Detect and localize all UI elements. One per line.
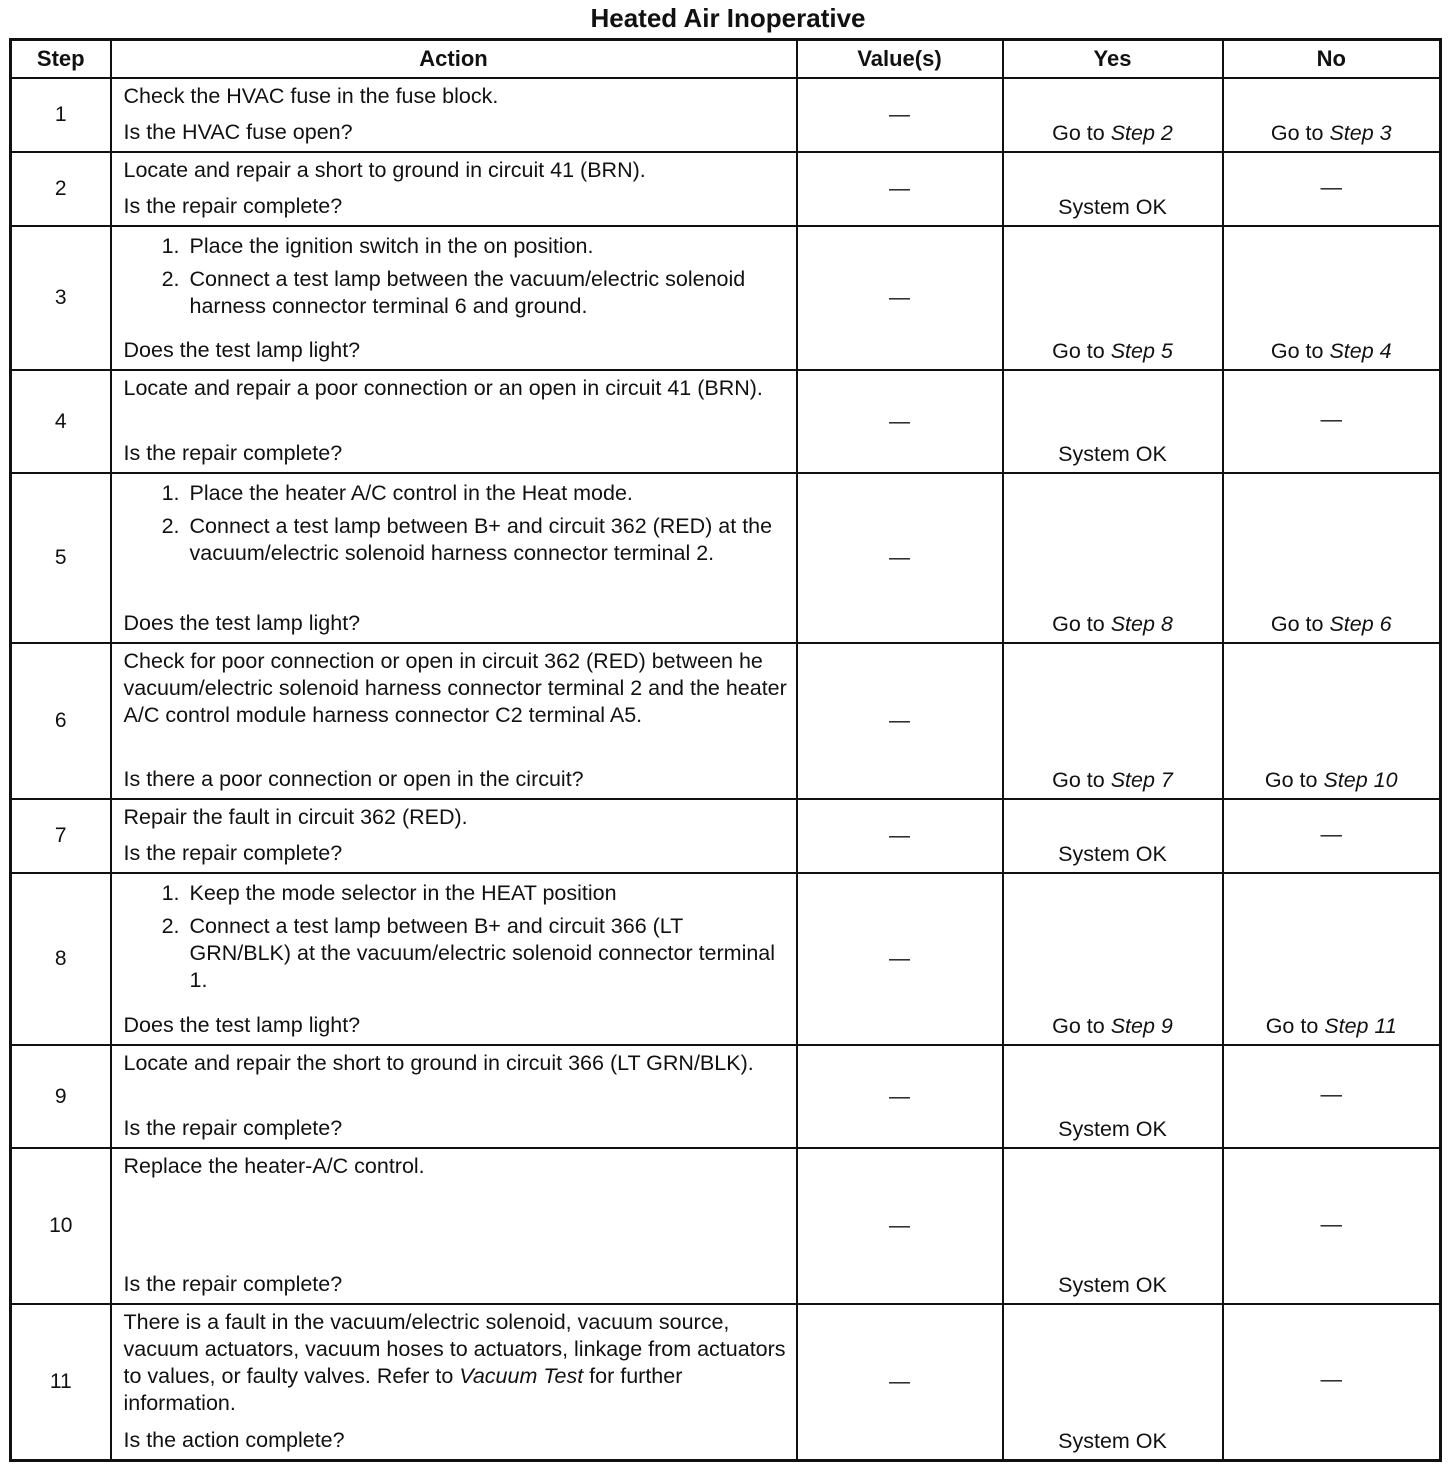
no-prefix: Go to — [1270, 612, 1330, 636]
no-cell — [1223, 473, 1441, 643]
table-row — [11, 799, 1441, 873]
action-text-suffix: for further information. — [123, 1364, 683, 1415]
yes-cell: System OK — [1003, 1148, 1223, 1304]
no-cell — [1223, 226, 1441, 370]
table-row — [11, 1045, 1441, 1148]
list-item — [124, 266, 788, 320]
table-row — [11, 78, 1441, 152]
yes-cell — [1003, 78, 1223, 152]
yes-cell — [1003, 873, 1223, 1045]
action-text: Check the HVAC fuse in the fuse block. — [123, 84, 499, 108]
action-cell — [111, 643, 797, 799]
action-question: Does the test lamp light? — [123, 611, 361, 635]
yes-step-link[interactable]: Step 2 — [1110, 121, 1173, 145]
list-item-number: 1. — [161, 881, 180, 905]
action-text: Locate and repair the short to ground in circuit 366 (LT GRN/BLK). — [123, 1051, 754, 1075]
yes-cell — [1003, 226, 1223, 370]
action-question: Is the repair complete? — [123, 1272, 343, 1296]
yes-step-link[interactable]: Step 9 — [1110, 1014, 1173, 1038]
header-action: Action — [111, 40, 797, 79]
page-title: Heated Air Inoperative — [590, 3, 866, 33]
action-text: Replace the heater-A/C control. — [123, 1154, 425, 1178]
list-item-number: 2. — [161, 914, 180, 938]
no-prefix: Go to — [1270, 121, 1330, 145]
no-cell: — — [1223, 1148, 1441, 1304]
value-cell: — — [797, 873, 1003, 1045]
action-steps-list — [124, 231, 788, 326]
table-row — [11, 1148, 1441, 1304]
table-row — [11, 643, 1441, 799]
no-cell: — — [1223, 1304, 1441, 1460]
action-question: Is the HVAC fuse open? — [123, 120, 353, 144]
value-cell: — — [797, 1304, 1003, 1460]
value-cell: — — [797, 643, 1003, 799]
yes-cell: System OK — [1003, 1045, 1223, 1148]
diagnostic-table — [9, 38, 1442, 1462]
yes-prefix: Go to — [1052, 339, 1111, 363]
yes-cell: System OK — [1003, 152, 1223, 226]
step-number: 3 — [11, 226, 111, 370]
action-cell — [111, 1045, 797, 1148]
list-item-text: Connect a test lamp between B+ and circuit 366 (LT GRN/BLK) at the vacuum/electric solenoid connector terminal 1. — [189, 914, 776, 992]
table-row — [11, 1304, 1441, 1460]
yes-step-link[interactable]: Step 5 — [1110, 339, 1173, 363]
table-row — [11, 152, 1441, 226]
value-cell: — — [797, 799, 1003, 873]
value-cell: — — [797, 370, 1003, 473]
action-question: Is the repair complete? — [123, 441, 343, 465]
no-step-link[interactable]: Step 11 — [1324, 1014, 1397, 1038]
yes-prefix: Go to — [1052, 612, 1111, 636]
value-cell: — — [797, 226, 1003, 370]
yes-cell: System OK — [1003, 1304, 1223, 1460]
step-number: 11 — [11, 1304, 111, 1460]
list-item — [124, 513, 788, 567]
no-prefix: Go to — [1270, 339, 1330, 363]
action-text: Locate and repair a poor connection or an open in circuit 41 (BRN). — [123, 376, 763, 400]
list-item-number: 2. — [161, 267, 180, 291]
action-text-main: There is a fault in the vacuum/electric solenoid, vacuum source, vacuum actuators, vacuum hoses to actuators, linkage from actuators to values, or faulty valves. Refer to — [123, 1310, 786, 1388]
yes-cell: System OK — [1003, 799, 1223, 873]
action-cell — [111, 152, 797, 226]
step-number: 7 — [11, 799, 111, 873]
no-step-link[interactable]: Step 10 — [1323, 768, 1398, 792]
table-row — [11, 873, 1441, 1045]
list-item-text: Place the heater A/C control in the Heat mode. — [189, 481, 633, 505]
list-item — [124, 880, 788, 907]
no-cell — [1223, 873, 1441, 1045]
header-step: Step — [11, 40, 111, 79]
yes-step-link[interactable]: Step 8 — [1110, 612, 1173, 636]
value-cell: — — [797, 1148, 1003, 1304]
value-cell: — — [797, 473, 1003, 643]
action-cell — [111, 78, 797, 152]
step-number: 5 — [11, 473, 111, 643]
no-step-link[interactable]: Step 4 — [1329, 339, 1392, 363]
list-item-text: Keep the mode selector in the HEAT position — [189, 881, 617, 905]
step-number: 8 — [11, 873, 111, 1045]
action-steps-list — [124, 878, 788, 1000]
no-prefix: Go to — [1265, 1014, 1325, 1038]
no-cell: — — [1223, 1045, 1441, 1148]
list-item-text: Connect a test lamp between the vacuum/electric solenoid harness connector terminal 6 and ground. — [189, 267, 746, 318]
no-prefix: Go to — [1264, 768, 1324, 792]
yes-cell: System OK — [1003, 370, 1223, 473]
yes-prefix: Go to — [1052, 1014, 1111, 1038]
action-text: Check for poor connection or open in circuit 362 (RED) between he vacuum/electric solenoid harness connector terminal 2 and the heater A/C control module harness connector C2 terminal A5. — [123, 649, 787, 727]
no-cell: — — [1223, 370, 1441, 473]
no-cell: — — [1223, 152, 1441, 226]
action-cell — [111, 226, 797, 370]
list-item-text: Connect a test lamp between B+ and circuit 362 (RED) at the vacuum/electric solenoid harness connector terminal 2. — [189, 514, 773, 565]
header-no: No — [1223, 40, 1441, 79]
yes-cell — [1003, 473, 1223, 643]
action-question: Is the action complete? — [123, 1427, 345, 1452]
action-question: Is the repair complete? — [123, 1116, 343, 1140]
header-yes: Yes — [1003, 40, 1223, 79]
action-cell — [111, 1304, 797, 1460]
table-row — [11, 226, 1441, 370]
action-question: Is the repair complete? — [123, 841, 343, 865]
list-item — [124, 233, 788, 260]
action-text — [124, 1309, 788, 1417]
value-cell: — — [797, 152, 1003, 226]
action-question: Is the repair complete? — [123, 194, 343, 218]
action-text: Locate and repair a short to ground in circuit 41 (BRN). — [123, 158, 646, 182]
value-cell: — — [797, 1045, 1003, 1148]
list-item-number: 2. — [161, 514, 180, 538]
step-number: 6 — [11, 643, 111, 799]
action-cell — [111, 370, 797, 473]
yes-prefix: Go to — [1052, 121, 1111, 145]
list-item-number: 1. — [161, 481, 180, 505]
list-item-number: 1. — [161, 234, 180, 258]
value-cell: — — [797, 78, 1003, 152]
action-cell — [111, 799, 797, 873]
action-cell — [111, 1148, 797, 1304]
table-row — [11, 473, 1441, 643]
list-item-text: Place the ignition switch in the on position. — [189, 234, 594, 258]
action-question: Does the test lamp light? — [123, 338, 361, 362]
list-item — [124, 913, 788, 994]
step-number: 4 — [11, 370, 111, 473]
yes-cell — [1003, 643, 1223, 799]
yes-prefix: Go to — [1052, 768, 1111, 792]
step-number: 10 — [11, 1148, 111, 1304]
no-cell — [1223, 78, 1441, 152]
step-number: 1 — [11, 78, 111, 152]
action-question: Is there a poor connection or open in the circuit? — [123, 767, 584, 791]
header-row — [11, 40, 1441, 79]
table-row — [11, 370, 1441, 473]
action-question: Does the test lamp light? — [123, 1013, 361, 1037]
action-cell — [111, 873, 797, 1045]
action-steps-list — [124, 478, 788, 573]
no-cell: — — [1223, 799, 1441, 873]
list-item — [124, 480, 788, 507]
step-number: 2 — [11, 152, 111, 226]
action-cell — [111, 473, 797, 643]
yes-step-link[interactable]: Step 7 — [1110, 768, 1173, 792]
header-value: Value(s) — [797, 40, 1003, 79]
no-cell — [1223, 643, 1441, 799]
step-number: 9 — [11, 1045, 111, 1148]
action-text: Repair the fault in circuit 362 (RED). — [123, 805, 468, 829]
no-step-link[interactable]: Step 3 — [1329, 121, 1392, 145]
vacuum-test-reference[interactable]: Vacuum Test — [459, 1364, 584, 1388]
no-step-link[interactable]: Step 6 — [1329, 612, 1392, 636]
